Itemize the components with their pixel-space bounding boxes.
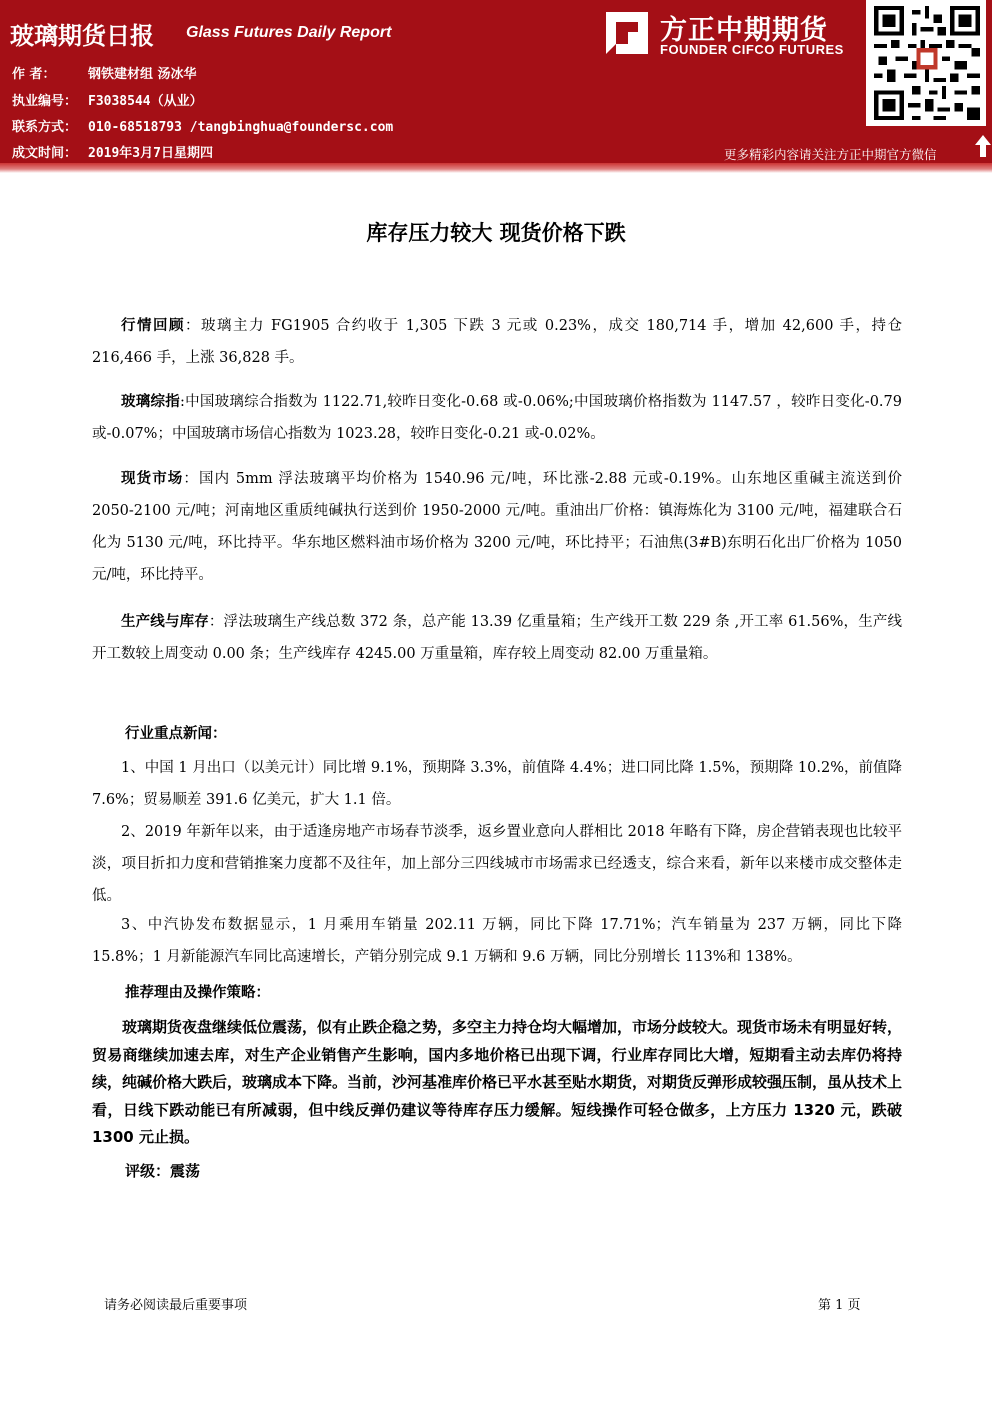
qr-code-icon xyxy=(874,6,980,120)
rating-text: 评级：震荡 xyxy=(125,1162,201,1180)
report-title-cn: 玻璃期货日报 xyxy=(10,22,154,50)
market-review-label: 行情回顾 xyxy=(121,318,185,334)
arrow-up-icon xyxy=(974,134,992,158)
glass-index-text: :中国玻璃综合指数为 1122.71,较昨日变化-0.68 或-0.06%;中国玻璃价格指数为 1147.57 ，较昨日变化-0.79 或-0.07%；中国玻璃市场信心指数为 1023.28，较昨日变化-0.21 或-0.02%。 xyxy=(92,394,902,442)
follow-wechat-text: 更多精彩内容请关注方正中期官方微信 xyxy=(724,147,937,162)
contact-value: 010-68518793 /tangbinghua@foundersc.com xyxy=(88,120,394,135)
report-title-en: Glass Futures Daily Report xyxy=(186,24,392,41)
news-item-2: 2、2019 年新年以来，由于适逢房地产市场春节淡季，返乡置业意向人群相比 2018 年略有下降，房企营销表现也比较平淡，项目折扣力度和营销推案力度都不及往年，加上部分三四线城市市场需求已经透支，综合来看，新年以来楼市成交整体走低。 xyxy=(92,824,902,904)
logo-text-en: FOUNDER CIFCO FUTURES xyxy=(660,42,844,57)
date-label: 成文时间： xyxy=(12,146,78,161)
strategy-paragraph: 玻璃期货夜盘继续低位震荡，似有止跌企稳之势，多空主力持仓均大幅增加，市场分歧较大。现货市场未有明显好转，贸易商继续加速去库，对生产企业销售产生影响，国内多地价格已出现下调，行业库存同比大增，短期看主动去库仍将持续，纯碱价格大跌后，玻璃成本下降。当前，沙河基准库价格已平水甚至贴水期货，对期货反弹形成较强压制，虽从技术上看，日线下跌动能已有所减弱，但中线反弹仍建议等待库存压力缓解。短线操作可轻仓做多，上方压力 1320 元，跌破 1300 元止损。 xyxy=(92,1018,903,1146)
wechat-qr-code[interactable] xyxy=(866,0,986,126)
spot-market-label: 现货市场 xyxy=(121,471,184,487)
author-label: 作 者： xyxy=(12,67,56,82)
author-value: 钢铁建材组 汤冰华 xyxy=(88,67,197,82)
news-item-1: 1、中国 1 月出口（以美元计）同比增 9.1%，预期降 3.3%，前值降 4.4%；进口同比降 1.5%，预期降 10.2%，前值降 7.6%；贸易顺差 391.6 亿美元，扩大 1.1 倍。 xyxy=(92,760,902,808)
production-text: ：浮法玻璃生产线总数 372 条，总产能 13.39 亿重量箱；生产线开工数 229 条 ,开工率 61.56%，生产线开工数较上周变动 0.00 条；生产线库存 4245.00 万重量箱，库存较上周变动 82.00 万重量箱。 xyxy=(92,614,902,662)
date-row xyxy=(12,142,213,161)
news-item-3: 3、中汽协发布数据显示，1 月乘用车销量 202.11 万辆，同比下降 17.71%；汽车销量为 237 万辆，同比下降 15.8%；1 月新能源汽车同比高速增长，产销分别完成 9.1 万辆和 9.6 万辆，同比分别增长 113%和 138%。 xyxy=(92,917,902,965)
license-row xyxy=(12,90,203,109)
footer-notice: 请务必阅读最后重要事项 xyxy=(104,1298,248,1313)
company-logo xyxy=(604,6,864,66)
header-divider xyxy=(0,163,992,173)
date-value: 2019年3月7日星期四 xyxy=(88,146,213,161)
market-review-text: ：玻璃主力 FG1905 合约收于 1,305 下跌 3 元或 0.23%，成交 180,714 手，增加 42,600 手，持仓 216,466 手，上涨 36,828 手。 xyxy=(92,318,902,366)
market-review-paragraph xyxy=(92,310,902,374)
spot-market-paragraph xyxy=(92,463,902,591)
license-label: 执业编号： xyxy=(12,94,78,109)
production-paragraph xyxy=(92,606,902,670)
contact-row xyxy=(12,116,393,135)
document-title: 库存压力较大 现货价格下跌 xyxy=(366,221,626,245)
contact-label: 联系方式： xyxy=(12,120,78,135)
glass-index-label: 玻璃综指 xyxy=(121,394,180,410)
production-label: 生产线与库存 xyxy=(121,614,209,630)
page-number: 第 1 页 xyxy=(818,1298,861,1313)
logo-text-cn: 方正中期期货 xyxy=(660,15,828,46)
spot-market-text: ：国内 5mm 浮法玻璃平均价格为 1540.96 元/吨，环比涨-2.88 元或-0.19%。山东地区重碱主流送到价 2050-2100 元/吨；河南地区重质纯碱执行送到价 1950-2000 元/吨。重油出厂价格：镇海炼化为 3100 元/吨，福建联合石化为 5130 元/吨，环比持平。华东地区燃料油市场价格为 3200 元/吨，环比持平；石油焦(3#B)东明石化出厂价格为 1050 元/吨，环比持平。 xyxy=(92,471,902,583)
glass-index-paragraph xyxy=(92,386,902,450)
license-value: F3038544（从业） xyxy=(88,94,203,109)
industry-news-heading: 行业重点新闻： xyxy=(125,726,227,742)
founder-logo-icon xyxy=(604,10,650,56)
strategy-heading: 推荐理由及操作策略： xyxy=(125,985,270,1001)
author-row xyxy=(12,63,197,82)
